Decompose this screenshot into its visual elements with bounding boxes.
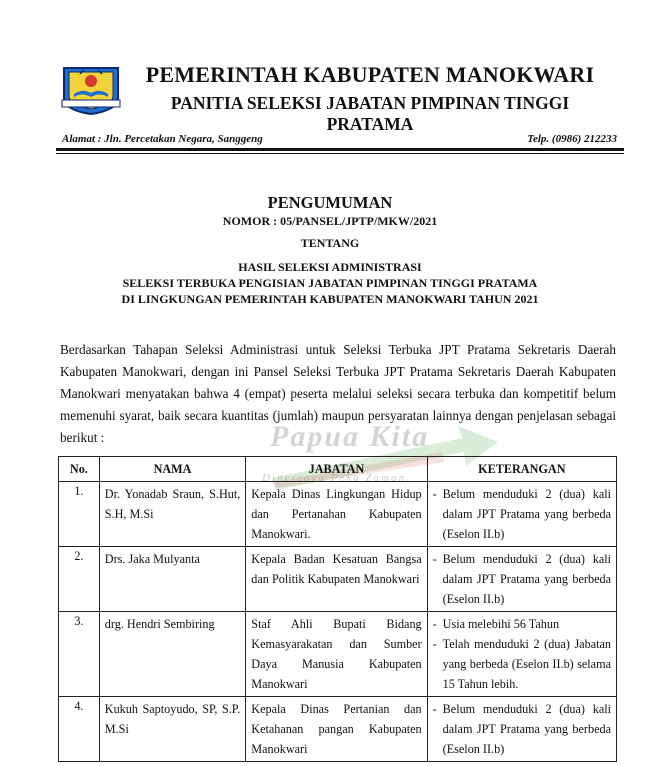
row-jabatan [246, 697, 427, 762]
keterangan-text: Belum menduduki 2 (dua) kali dalam JPT Pratama yang berbeda (Eselon II.b) [442, 702, 611, 756]
row-no: 1. [59, 482, 100, 547]
row-jabatan [246, 612, 427, 697]
keterangan-item: - Belum menduduki 2 (dua) kali dalam JPT Pratama yang berbeda (Eselon II.b) [433, 484, 611, 544]
table-header-row [59, 457, 617, 482]
participants-table [58, 456, 617, 762]
keterangan-item: - Usia melebihi 56 Tahun [433, 614, 611, 634]
announcement-subject-2: SELEKSI TERBUKA PENGISIAN JABATAN PIMPINAN TINGGI PRATAMA [122, 276, 538, 290]
keterangan-text: Usia melebihi 56 Tahun [442, 617, 560, 631]
table-row [59, 547, 617, 612]
announcement-subject-1: HASIL SELEKSI ADMINISTRASI [238, 260, 422, 274]
table-row [59, 482, 617, 547]
header-nama: NAMA [99, 457, 246, 482]
announcement-number: NOMOR : 05/PANSEL/JPTP/MKW/2021 [222, 214, 438, 228]
watermark-name: Papua Kita [270, 420, 430, 453]
row-jabatan [246, 482, 427, 547]
row-nama [99, 547, 246, 612]
row-nama [99, 697, 246, 762]
row-keterangan [427, 612, 616, 697]
row-keterangan [427, 697, 616, 762]
table-row [59, 697, 617, 762]
row-nama [99, 612, 246, 697]
letterhead-title: PEMERINTAH KABUPATEN MANOKWARI [145, 62, 595, 87]
row-no: 3. [59, 612, 100, 697]
watermark-tagline: Dipercaya Peka Zaman [262, 472, 407, 484]
row-jabatan-text: Kepala Dinas Lingkungan Hidup dan Pertanahan Kabupaten Manokwari. [251, 487, 422, 541]
letterhead-thin-rule [56, 153, 624, 154]
announcement-title: PENGUMUMAN [267, 193, 393, 212]
letterhead-address: Alamat : Jln. Percetakan Negara, Sanggeng [62, 133, 263, 145]
row-nama-text: Kukuh Saptoyudo, SP, S.P. M.Si [104, 702, 241, 736]
keterangan-text: Belum menduduki 2 (dua) kali dalam JPT Pratama yang berbeda (Eselon II.b) [442, 487, 611, 541]
row-jabatan-text: Kepala Badan Kesatuan Bangsa dan Politik Kabupaten Manokwari [251, 552, 422, 586]
row-no: 2. [59, 547, 100, 612]
row-nama-text: Drs. Jaka Mulyanta [104, 552, 200, 566]
row-nama-text: Dr. Yonadab Sraun, S.Hut, S.H, M.Si [104, 487, 241, 521]
keterangan-item: - Telah menduduki 2 (dua) Jabatan yang berbeda (Eselon II.b) selama 15 Tahun lebih. [433, 634, 611, 694]
row-jabatan [246, 547, 427, 612]
regency-emblem-icon [60, 64, 122, 116]
letterhead-thick-rule [56, 148, 624, 151]
row-nama-text: drg. Hendri Sembiring [104, 617, 215, 631]
header-keterangan: KETERANGAN [427, 457, 616, 482]
announcement-subject-3: DI LINGKUNGAN PEMERINTAH KABUPATEN MANOKWARI TAHUN 2021 [121, 292, 539, 306]
row-keterangan [427, 547, 616, 612]
keterangan-text: Belum menduduki 2 (dua) kali dalam JPT Pratama yang berbeda (Eselon II.b) [442, 552, 611, 606]
letterhead-phone: Telp. (0986) 212233 [527, 133, 617, 145]
row-keterangan [427, 482, 616, 547]
row-no: 4. [59, 697, 100, 762]
announcement-about: TENTANG [300, 236, 360, 250]
body-paragraph: Berdasarkan Tahapan Seleksi Administrasi untuk Seleksi Terbuka JPT Pratama Sekretaris Daerah Kabupaten Manokwari, dengan ini Pansel Seleksi Terbuka JPT Pratama Sekretaris Daerah Kabupaten Manokwari menyatakan bahwa 4 (empat) peserta melalui seleksi secara terbuka dan kompetitif belum memenuhi syarat, baik secara kuantitas (jumlah) maupun persyaratan lainnya dengan penjelasan sebagai berikut : [60, 342, 616, 445]
table-row [59, 612, 617, 697]
keterangan-item: - Belum menduduki 2 (dua) kali dalam JPT Pratama yang berbeda (Eselon II.b) [433, 699, 611, 759]
header-jabatan: JABATAN [246, 457, 427, 482]
header-no: No. [59, 457, 100, 482]
keterangan-text: Telah menduduki 2 (dua) Jabatan yang berbeda (Eselon II.b) selama 15 Tahun lebih. [442, 637, 611, 691]
keterangan-item: - Belum menduduki 2 (dua) kali dalam JPT Pratama yang berbeda (Eselon II.b) [433, 549, 611, 609]
row-jabatan-text: Staf Ahli Bupati Bidang Kemasyarakatan dan Sumber Daya Manusia Kabupaten Manokwari [251, 617, 422, 691]
letterhead-subtitle: PANITIA SELEKSI JABATAN PIMPINAN TINGGI PRATAMA [170, 93, 570, 134]
row-nama [99, 482, 246, 547]
row-jabatan-text: Kepala Dinas Pertanian dan Ketahanan pangan Kabupaten Manokwari [251, 702, 422, 756]
